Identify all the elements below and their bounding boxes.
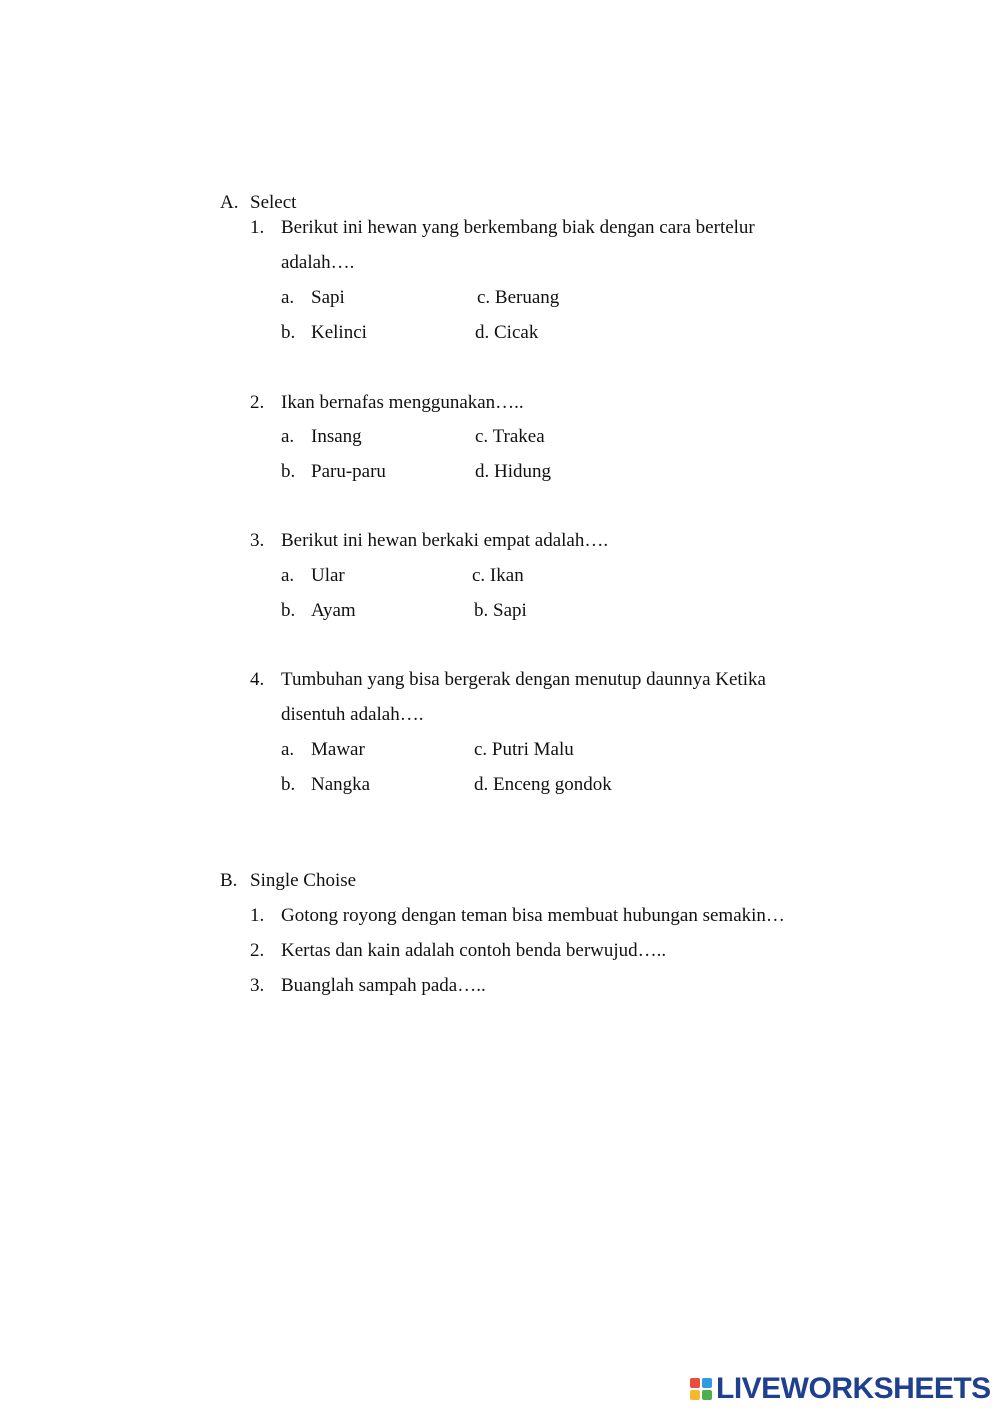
question-number: 2. [250,940,265,961]
logo-square-green [702,1390,712,1400]
option-letter: a. [281,287,295,308]
option-letter: a. [281,565,295,586]
option-text: b. Sapi [474,600,527,621]
question-text: Ikan bernafas menggunakan….. [281,392,524,413]
question-number: 1. [250,905,265,926]
option-text: d. Cicak [475,322,539,343]
question-text: Berikut ini hewan berkaki empat adalah…. [281,530,609,551]
logo-square-yellow [690,1390,700,1400]
section-a-letter: A. [220,192,239,213]
option-text: c. Beruang [477,287,560,308]
option-text: d. Enceng gondok [474,774,612,795]
option-text: Ular [311,565,345,586]
option-letter: b. [281,461,296,482]
question-text: Tumbuhan yang bisa bergerak dengan menutup daunnya Ketika [281,669,766,690]
option-text: Insang [311,426,362,447]
option-text: c. Putri Malu [474,739,574,760]
option-text: Paru-paru [311,461,386,482]
option-text: Nangka [311,774,371,795]
question-text-continued: disentuh adalah…. [281,704,424,725]
option-text: Kelinci [311,322,367,343]
option-letter: b. [281,600,296,621]
question-number: 3. [250,975,265,996]
option-text: Sapi [311,287,345,308]
option-text: d. Hidung [475,461,551,482]
option-text: c. Ikan [472,565,524,586]
option-text: Ayam [311,600,356,621]
liveworksheets-logo-icon [690,1378,712,1400]
question-text: Berikut ini hewan yang berkembang biak dengan cara bertelur [281,217,755,238]
logo-square-red [690,1378,700,1388]
question-number: 4. [250,669,265,690]
section-a-title: Select [250,192,297,213]
option-text: c. Trakea [475,426,545,447]
question-number: 1. [250,217,265,238]
question-text-continued: adalah…. [281,252,355,273]
question-text: Buanglah sampah pada….. [281,975,486,996]
liveworksheets-logo [690,1373,991,1405]
section-b-title: Single Choise [250,870,357,891]
logo-square-blue [702,1378,712,1388]
liveworksheets-logo-text: LIVEWORKSHEETS [716,1372,991,1405]
question-text: Kertas dan kain adalah contoh benda berwujud….. [281,940,667,961]
question-number: 2. [250,392,265,413]
option-text: Mawar [311,739,365,760]
option-letter: a. [281,426,295,447]
option-letter: b. [281,774,296,795]
section-b-letter: B. [220,870,238,891]
question-text: Gotong royong dengan teman bisa membuat hubungan semakin… [281,905,785,926]
option-letter: a. [281,739,295,760]
question-number: 3. [250,530,265,551]
option-letter: b. [281,322,296,343]
